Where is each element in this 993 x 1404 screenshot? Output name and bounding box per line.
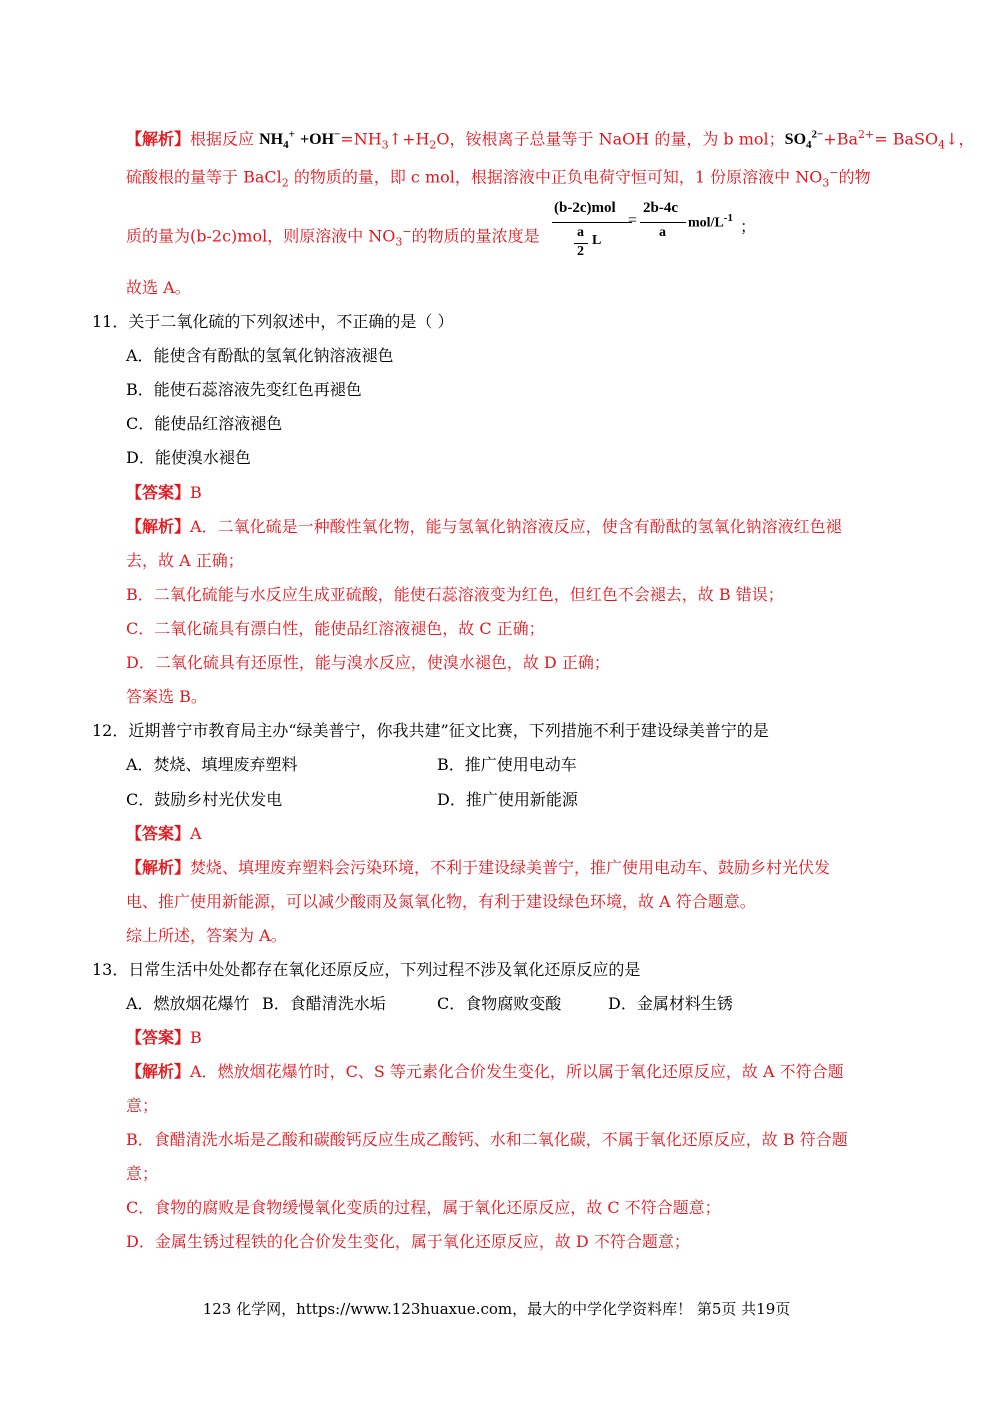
q11-option-d: D．能使溴水褪色 [126, 448, 251, 467]
fraction-2-denominator: a [659, 225, 666, 240]
q12-stem: 12．近期普宁市教育局主办“绿美普宁，你我共建”征文比赛，下列措施不利于建设绿美普宁的是 [92, 721, 769, 740]
sulfate-formula: $SO_4^{2-}$ [784, 129, 824, 152]
q13-analysis-line: C．食物的腐败是食物缓慢氧化变质的过程，属于氧化还原反应，故 C 不符合题意； [126, 1198, 721, 1217]
q13-stem: 13．日常生活中处处都存在氧化还原反应，下列过程不涉及氧化还原反应的是 [92, 960, 641, 979]
q13-option-d: D．金属材料生锈 [608, 994, 733, 1013]
q12-option-a: A．焚烧、填埋废弃塑料 [126, 755, 298, 774]
q11-analysis-line: D．二氧化硫具有还原性，能与溴水反应，使溴水褪色，故 D 正确； [126, 653, 610, 672]
concentration-unit: mol/$L^{-1}$ [688, 212, 733, 231]
q11-analysis-line: 【解析】A．二氧化硫是一种酸性氧化物，能与氢氧化钠溶液反应，使含有酚酞的氢氧化钠溶液红色褪 [126, 517, 842, 536]
fraction-end-punct: ； [740, 219, 757, 236]
fraction-2-numerator: 2b-4c [643, 200, 678, 216]
q10-analysis-line-2: 硫酸根的量等于 BaCl$_2$ 的物质的量，即 c mol，根据溶液中正负电荷守恒可知，1 份原溶液中 $NO_3^-$的物 [126, 166, 871, 190]
q12-option-b: B．推广使用电动车 [437, 755, 577, 774]
q11-stem: 11．关于二氧化硫的下列叙述中，不正确的是（ ） [92, 312, 454, 331]
q11-analysis-line: 去，故 A 正确； [126, 551, 244, 570]
q10-analysis-line-3: 质的量为(b-2c)mol，则原溶液中 $NO_3^-$的物质的量浓度是 [126, 225, 540, 249]
q11-analysis-line: B．二氧化硫能与水反应生成亚硫酸，能使石蕊溶液变为红色，但红色不会褪去，故 B 错误； [126, 585, 784, 604]
q11-option-c: C．能使品红溶液褪色 [126, 414, 283, 433]
q10-analysis-line-1: 【解析】根据反应 $NH_4^+$ $+OH^-=NH_3↑+H_2O$，铵根离子总量等于 NaOH 的量，为 b mol；$SO_4^{2-}+Ba^{2+}=$ BaSO$_4$↓， [126, 128, 975, 152]
q10-conclusion: 故选 A。 [126, 278, 191, 297]
q13-analysis-line: 意； [126, 1164, 159, 1183]
q13-analysis-line: 意； [126, 1096, 159, 1115]
q11-analysis-line: C．二氧化硫具有漂白性，能使品红溶液褪色，故 C 正确； [126, 619, 545, 638]
fraction-1-numerator: (b-2c)mol [554, 200, 616, 216]
q13-option-b: B．食醋清洗水垢 [262, 994, 386, 1013]
q13-analysis-line: 【解析】A．燃放烟花爆竹时，C、S 等元素化合价发生变化，所以属于氧化还原反应，故 A 不符合题 [126, 1062, 844, 1081]
q11-answer: 【答案】B [126, 483, 202, 502]
q13-analysis-line: B．食醋清洗水垢是乙酸和碳酸钙反应生成乙酸钙、水和二氧化碳，不属于氧化还原反应，故 B 符合题 [126, 1130, 848, 1149]
page-footer: 123 化学网，https://www.123huaxue.com，最大的中学化学资料库！ 第5页 共19页 [202, 1300, 791, 1318]
q12-conclusion: 综上所述，答案为 A。 [126, 926, 287, 945]
equals-sign: = [628, 212, 638, 229]
q12-answer: 【答案】A [126, 824, 202, 843]
q13-analysis-line: D．金属生锈过程铁的化合价发生变化，属于氧化还原反应，故 D 不符合题意； [126, 1232, 690, 1251]
q13-number: 13． [92, 960, 129, 979]
q12-option-d: D．推广使用新能源 [437, 790, 578, 809]
q11-number: 11． [92, 312, 129, 331]
q12-option-c: C．鼓励乡村光伏发电 [126, 790, 283, 809]
q12-analysis-line: 电、推广使用新能源，可以减少酸雨及氮氧化物，有利于建设绿色环境，故 A 符合题意。 [126, 892, 756, 911]
q11-option-a: A．能使含有酚酞的氢氧化钠溶液褪色 [126, 346, 394, 365]
fraction-1-inner-numerator: a [577, 225, 584, 240]
q12-number: 12． [92, 721, 129, 740]
q11-option-b: B．能使石蕊溶液先变红色再褪色 [126, 380, 362, 399]
q13-answer: 【答案】B [126, 1028, 202, 1047]
fraction-1-unit: L [592, 233, 602, 248]
ammonium-formula: $NH_4^+$ [259, 129, 295, 152]
fraction-1-inner-denominator: 2 [577, 244, 584, 259]
q13-option-c: C．食物腐败变酸 [437, 994, 562, 1013]
fraction-2-bar [640, 222, 686, 223]
fraction-1-bar [552, 222, 632, 223]
q13-option-a: A．燃放烟花爆竹 [126, 994, 250, 1013]
q11-conclusion: 答案选 B。 [126, 687, 207, 706]
hydroxide-formula: +OH− [300, 129, 341, 149]
q12-analysis-line: 【解析】焚烧、填埋废弃塑料会污染环境，不利于建设绿美普宁，推广使用电动车、鼓励乡村光伏发 [126, 858, 831, 877]
